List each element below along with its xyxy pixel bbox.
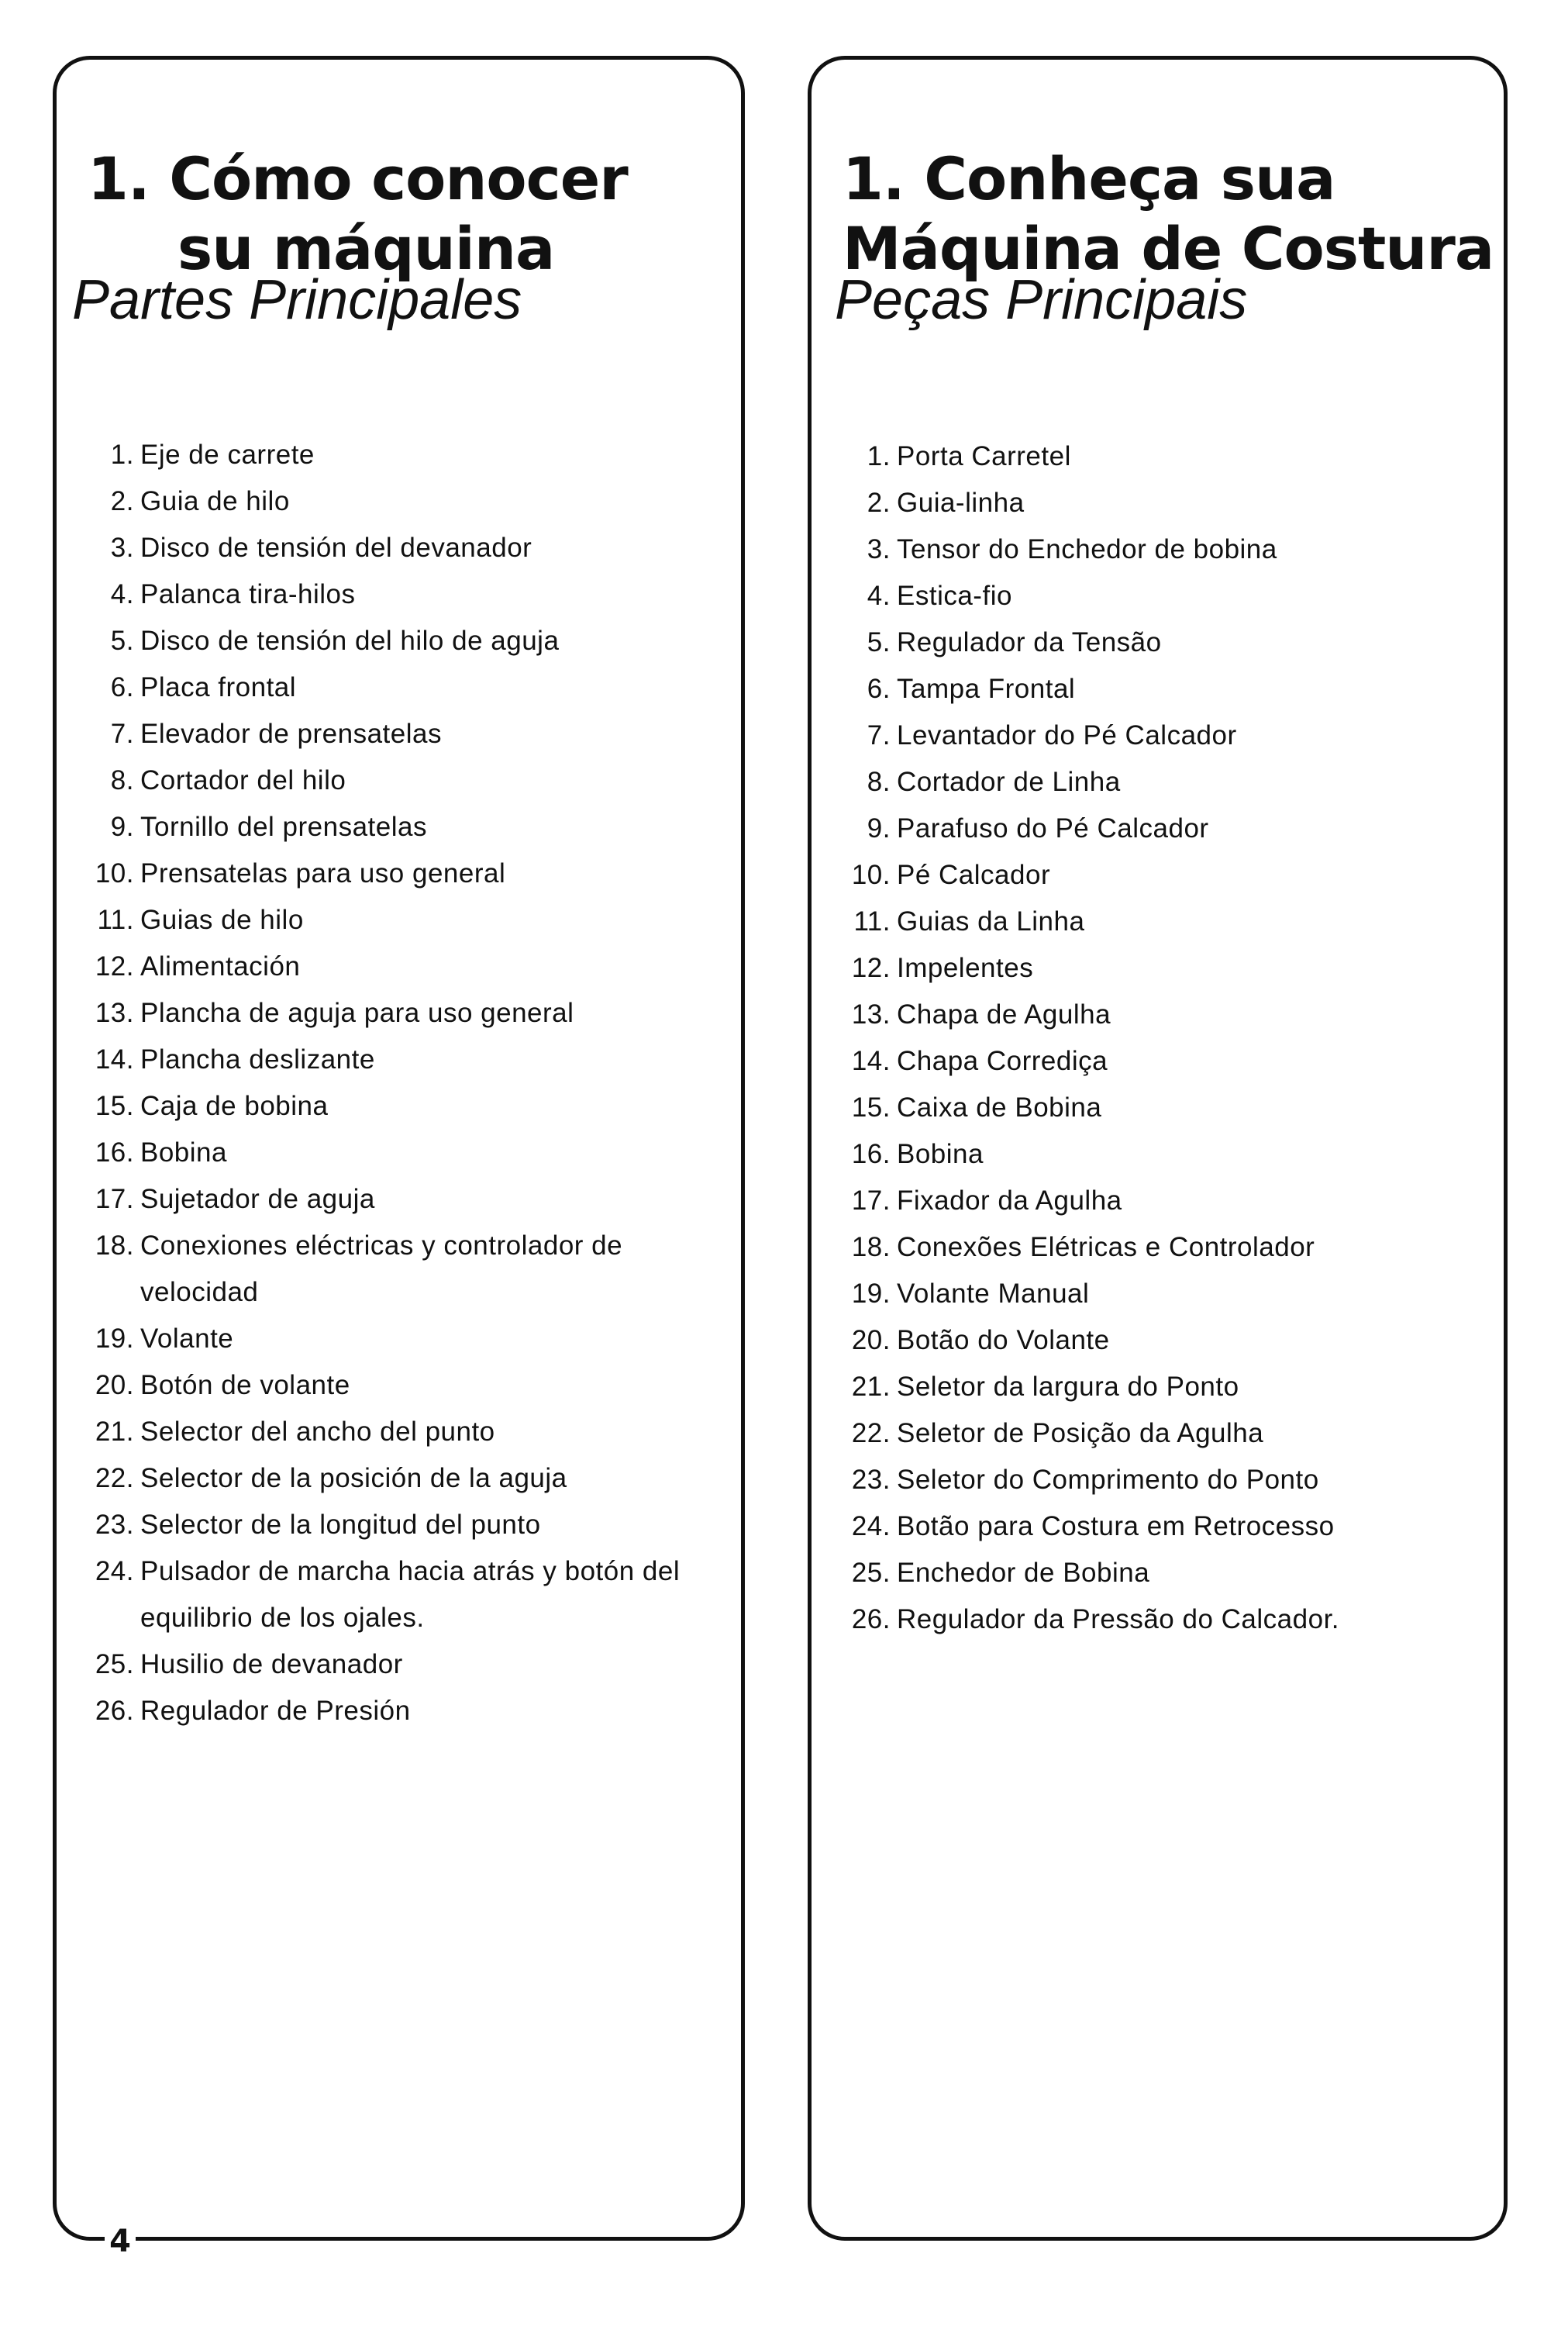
item-number: 3.: [867, 534, 891, 564]
item-text: Pulsador de marcha hacia atrás y botón del equilibrio de los ojales.: [140, 1556, 681, 1633]
list-item: [86, 1688, 729, 1734]
list-item: [843, 1503, 1486, 1550]
item-number: 5.: [867, 627, 891, 657]
list-item: [86, 478, 729, 525]
list-item: [843, 433, 1486, 480]
list-item: [86, 1037, 729, 1083]
spanish-title-line-2: su máquina: [177, 213, 555, 283]
item-number: 17.: [851, 1185, 891, 1216]
spanish-title: [88, 144, 628, 284]
item-number: 13.: [851, 999, 891, 1030]
item-text: Cortador del hilo: [140, 765, 346, 795]
item-number: 26.: [95, 1696, 134, 1726]
list-item: [843, 573, 1486, 619]
list-item: [843, 1131, 1486, 1178]
list-item: [86, 1083, 729, 1130]
item-number: 7.: [110, 719, 134, 749]
spanish-title-line-1: 1. Cómo conocer: [88, 143, 628, 213]
spanish-subtitle: Partes Principales: [72, 269, 522, 331]
item-number: 16.: [851, 1139, 891, 1169]
list-item: [86, 525, 729, 571]
portuguese-title: [843, 144, 1494, 284]
item-number: 14.: [851, 1046, 891, 1076]
item-text: Placa frontal: [140, 672, 297, 702]
list-item: [843, 899, 1486, 945]
list-item: [86, 1130, 729, 1176]
item-text: Fixador da Agulha: [897, 1185, 1122, 1216]
item-number: 6.: [110, 672, 134, 702]
item-number: 15.: [95, 1091, 134, 1121]
item-text: Seletor de Posição da Agulha: [897, 1418, 1264, 1448]
item-text: Bobina: [140, 1137, 227, 1168]
item-text: Guias de hilo: [140, 905, 304, 935]
item-number: 8.: [867, 767, 891, 797]
item-number: 23.: [851, 1465, 891, 1495]
list-item: [86, 1176, 729, 1223]
item-number: 20.: [851, 1325, 891, 1355]
item-text: Botão para Costura em Retrocesso: [897, 1511, 1335, 1541]
item-text: Seletor do Comprimento do Ponto: [897, 1465, 1319, 1495]
list-item: [86, 944, 729, 990]
list-item: [86, 804, 729, 851]
list-item: [843, 1085, 1486, 1131]
item-number: 5.: [110, 626, 134, 656]
item-text: Disco de tensión del devanador: [140, 533, 532, 563]
list-item: [86, 432, 729, 478]
item-text: Botão do Volante: [897, 1325, 1110, 1355]
item-text: Guias da Linha: [897, 906, 1085, 937]
item-number: 19.: [95, 1323, 134, 1354]
item-number: 4.: [867, 581, 891, 611]
item-number: 25.: [95, 1649, 134, 1679]
item-text: Palanca tira-hilos: [140, 579, 356, 609]
item-text: Selector de la posición de la aguja: [140, 1463, 567, 1493]
portuguese-title-line-1: 1. Conheça sua: [843, 143, 1335, 213]
item-text: Estica-fio: [897, 581, 1012, 611]
item-text: Botón de volante: [140, 1370, 350, 1400]
list-item: [86, 990, 729, 1037]
item-text: Bobina: [897, 1139, 984, 1169]
item-text: Tensor do Enchedor de bobina: [897, 534, 1277, 564]
list-item: [86, 1641, 729, 1688]
list-item: [86, 1223, 729, 1316]
item-text: Selector del ancho del punto: [140, 1417, 495, 1447]
list-item: [843, 480, 1486, 526]
item-text: Sujetador de aguja: [140, 1184, 375, 1214]
list-item: [843, 945, 1486, 992]
item-text: Elevador de prensatelas: [140, 719, 442, 749]
list-item: [86, 1362, 729, 1409]
item-text: Guia de hilo: [140, 486, 290, 516]
item-text: Tampa Frontal: [897, 674, 1076, 704]
item-number: 9.: [867, 813, 891, 844]
list-item: [86, 1409, 729, 1455]
item-text: Enchedor de Bobina: [897, 1558, 1150, 1588]
list-item: [843, 713, 1486, 759]
item-text: Regulador da Tensão: [897, 627, 1162, 657]
item-text: Volante: [140, 1323, 234, 1354]
list-item: [86, 897, 729, 944]
item-number: 2.: [867, 488, 891, 518]
item-text: Plancha deslizante: [140, 1044, 375, 1075]
item-text: Chapa de Agulha: [897, 999, 1111, 1030]
list-item: [843, 666, 1486, 713]
item-text: Porta Carretel: [897, 441, 1071, 471]
item-text: Seletor da largura do Ponto: [897, 1372, 1239, 1402]
item-number: 1.: [110, 440, 134, 470]
list-item: [843, 1596, 1486, 1643]
item-number: 10.: [95, 858, 134, 889]
item-number: 22.: [95, 1463, 134, 1493]
list-item: [843, 806, 1486, 852]
list-item: [843, 1457, 1486, 1503]
list-item: [86, 1455, 729, 1502]
item-number: 12.: [95, 951, 134, 982]
item-number: 15.: [851, 1092, 891, 1123]
list-item: [86, 1316, 729, 1362]
item-number: 7.: [867, 720, 891, 751]
portuguese-panel: [808, 56, 1508, 2241]
spanish-parts-list: [86, 432, 729, 1734]
list-item: [843, 1317, 1486, 1364]
item-number: 12.: [851, 953, 891, 983]
item-text: Levantador do Pé Calcador: [897, 720, 1237, 751]
list-item: [86, 1548, 729, 1641]
item-text: Cortador de Linha: [897, 767, 1121, 797]
item-text: Impelentes: [897, 953, 1034, 983]
item-text: Selector de la longitud del punto: [140, 1510, 541, 1540]
list-item: [86, 711, 729, 758]
list-item: [86, 1502, 729, 1548]
item-number: 6.: [867, 674, 891, 704]
item-number: 11.: [97, 905, 134, 935]
item-number: 25.: [851, 1558, 891, 1588]
item-number: 2.: [110, 486, 134, 516]
item-text: Eje de carrete: [140, 440, 315, 470]
portuguese-subtitle: Peças Principais: [835, 269, 1248, 331]
list-item: [843, 619, 1486, 666]
item-text: Guia-linha: [897, 488, 1025, 518]
portuguese-title-line-2: Máquina de Costura: [843, 213, 1494, 283]
item-number: 18.: [851, 1232, 891, 1262]
item-text: Conexiones eléctricas y controlador de velocidad: [140, 1230, 623, 1307]
item-text: Parafuso do Pé Calcador: [897, 813, 1209, 844]
item-number: 23.: [95, 1510, 134, 1540]
list-item: [86, 758, 729, 804]
item-text: Tornillo del prensatelas: [140, 812, 427, 842]
list-item: [843, 1178, 1486, 1224]
item-number: 18.: [95, 1230, 134, 1261]
list-item: [843, 1271, 1486, 1317]
item-number: 16.: [95, 1137, 134, 1168]
item-text: Pé Calcador: [897, 860, 1051, 890]
item-text: Volante Manual: [897, 1279, 1090, 1309]
list-item: [843, 852, 1486, 899]
list-item: [843, 992, 1486, 1038]
list-item: [843, 1364, 1486, 1410]
item-number: 24.: [851, 1511, 891, 1541]
item-text: Regulador de Presión: [140, 1696, 411, 1726]
list-item: [843, 1550, 1486, 1596]
item-text: Disco de tensión del hilo de aguja: [140, 626, 560, 656]
item-text: Regulador da Pressão do Calcador.: [897, 1604, 1340, 1634]
item-number: 8.: [110, 765, 134, 795]
item-number: 9.: [110, 812, 134, 842]
page-number: 4: [105, 2221, 136, 2262]
list-item: [843, 759, 1486, 806]
item-number: 10.: [851, 860, 891, 890]
item-number: 17.: [95, 1184, 134, 1214]
item-text: Chapa Corrediça: [897, 1046, 1108, 1076]
item-number: 26.: [851, 1604, 891, 1634]
item-text: Prensatelas para uso general: [140, 858, 506, 889]
item-text: Alimentación: [140, 951, 301, 982]
portuguese-parts-list: [843, 433, 1486, 1643]
item-number: 14.: [95, 1044, 134, 1075]
item-number: 3.: [110, 533, 134, 563]
list-item: [843, 526, 1486, 573]
item-number: 22.: [851, 1418, 891, 1448]
list-item: [843, 1410, 1486, 1457]
item-number: 21.: [95, 1417, 134, 1447]
list-item: [843, 1038, 1486, 1085]
list-item: [86, 664, 729, 711]
item-text: Plancha de aguja para uso general: [140, 998, 574, 1028]
spanish-panel: [53, 56, 745, 2241]
item-number: 11.: [853, 906, 891, 937]
item-text: Husilio de devanador: [140, 1649, 403, 1679]
list-item: [86, 571, 729, 618]
item-number: 13.: [95, 998, 134, 1028]
item-number: 4.: [110, 579, 134, 609]
item-text: Caja de bobina: [140, 1091, 329, 1121]
item-number: 19.: [851, 1279, 891, 1309]
item-number: 20.: [95, 1370, 134, 1400]
list-item: [86, 851, 729, 897]
list-item: [843, 1224, 1486, 1271]
item-text: Caixa de Bobina: [897, 1092, 1102, 1123]
item-number: 24.: [95, 1556, 134, 1586]
item-number: 21.: [851, 1372, 891, 1402]
item-number: 1.: [867, 441, 891, 471]
list-item: [86, 618, 729, 664]
item-text: Conexões Elétricas e Controlador: [897, 1232, 1315, 1262]
